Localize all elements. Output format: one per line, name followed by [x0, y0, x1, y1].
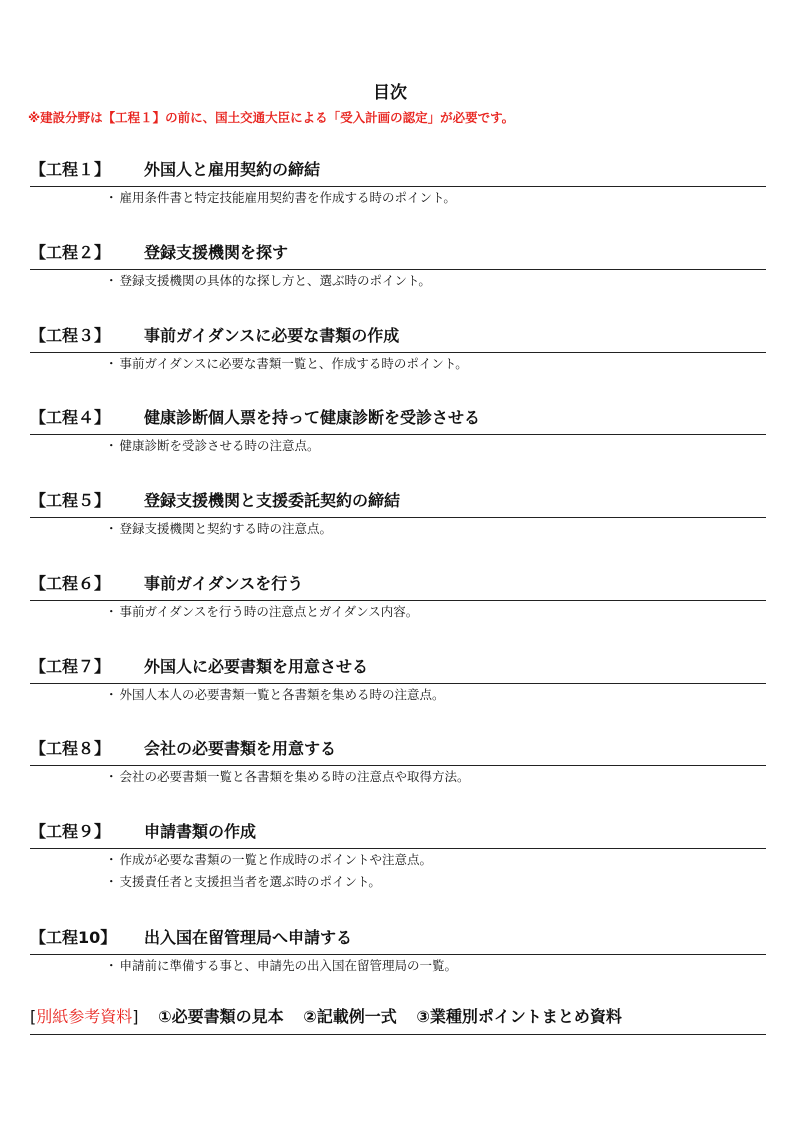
section-item-text: 登録支援機関の具体的な探し方と、選ぶ時のポイント。 — [119, 273, 431, 288]
bullet: ・ — [105, 604, 118, 619]
section-title: 申請書類の作成 — [144, 822, 257, 841]
section-heading — [30, 926, 766, 955]
section-item-text: 事前ガイダンスを行う時の注意点とガイダンス内容。 — [119, 604, 419, 619]
bullet: ・ — [105, 438, 118, 453]
open-bracket: [ — [30, 1007, 37, 1026]
section-item-text: 作成が必要な書類の一覧と作成時のポイントや注意点。 — [119, 852, 433, 867]
section-heading — [30, 158, 766, 187]
section-title: 事前ガイダンスを行う — [144, 574, 304, 593]
section-title: 健康診断個人票を持って健康診断を受診させる — [144, 408, 481, 427]
toc-section — [30, 489, 766, 540]
section-item — [30, 955, 766, 977]
page-title: 目次 — [373, 83, 407, 103]
section-heading — [30, 489, 766, 518]
bullet: ・ — [105, 874, 118, 889]
section-number: 【工程２】 — [30, 243, 111, 262]
toc-section — [30, 241, 766, 292]
bullet: ・ — [105, 190, 118, 205]
section-item — [30, 270, 766, 292]
section-heading — [30, 406, 766, 435]
section-heading — [30, 820, 766, 849]
section-item-text: 健康診断を受診させる時の注意点。 — [119, 438, 320, 453]
section-heading — [30, 655, 766, 684]
section-item — [30, 849, 766, 871]
section-item-text: 登録支援機関と契約する時の注意点。 — [119, 521, 333, 536]
section-item — [30, 353, 766, 375]
bullet: ・ — [105, 521, 118, 536]
section-number: 【工程９】 — [30, 822, 111, 841]
appendix-item: ③業種別ポイントまとめ資料 — [416, 1007, 622, 1026]
section-title: 外国人と雇用契約の締結 — [144, 160, 321, 179]
construction-notice: ※建設分野は【工程１】の前に、国土交通大臣による「受入計画の認定」が必要です。 — [28, 110, 515, 125]
bullet: ・ — [105, 687, 118, 702]
section-number: 【工程10】 — [30, 928, 117, 947]
section-heading — [30, 241, 766, 270]
section-heading — [30, 324, 766, 353]
appendix-item: ①必要書類の見本 — [158, 1007, 284, 1026]
section-item-text: 外国人本人の必要書類一覧と各書類を集める時の注意点。 — [119, 687, 445, 702]
toc-section — [30, 158, 766, 209]
section-number: 【工程８】 — [30, 739, 111, 758]
appendix-label: 別紙参考資料 — [36, 1007, 133, 1026]
appendix-item: ②記載例一式 — [303, 1007, 397, 1026]
section-number: 【工程５】 — [30, 491, 111, 510]
section-title: 会社の必要書類を用意する — [144, 739, 337, 758]
section-item — [30, 435, 766, 457]
section-item — [30, 518, 766, 540]
toc-section — [30, 406, 766, 457]
section-title: 出入国在留管理局へ申請する — [144, 928, 353, 947]
toc-section — [30, 572, 766, 623]
section-number: 【工程４】 — [30, 408, 111, 427]
bullet: ・ — [105, 769, 118, 784]
section-number: 【工程７】 — [30, 657, 111, 676]
section-item — [30, 187, 766, 209]
section-item — [30, 684, 766, 706]
section-title: 事前ガイダンスに必要な書類の作成 — [144, 326, 400, 345]
toc-section — [30, 926, 766, 977]
section-title: 登録支援機関を探す — [144, 243, 289, 262]
section-number: 【工程３】 — [30, 326, 111, 345]
section-item-text: 申請前に準備する事と、申請先の出入国在留管理局の一覧。 — [119, 958, 458, 973]
toc-section — [30, 820, 766, 893]
section-item-text: 支援責任者と支援担当者を選ぶ時のポイント。 — [119, 874, 381, 889]
section-item — [30, 871, 766, 893]
section-heading — [30, 572, 766, 601]
toc-section — [30, 324, 766, 375]
section-title: 登録支援機関と支援委託契約の締結 — [144, 491, 401, 510]
section-number: 【工程６】 — [30, 574, 111, 593]
section-item-text: 雇用条件書と特定技能雇用契約書を作成する時のポイント。 — [119, 190, 456, 205]
bullet: ・ — [105, 958, 118, 973]
section-number: 【工程１】 — [30, 160, 111, 179]
bullet: ・ — [105, 273, 118, 288]
toc-section — [30, 655, 766, 706]
section-item-text: 事前ガイダンスに必要な書類一覧と、作成する時のポイント。 — [119, 356, 468, 371]
bullet: ・ — [105, 852, 118, 867]
toc-section — [30, 737, 766, 788]
section-item — [30, 601, 766, 623]
bullet: ・ — [105, 356, 118, 371]
section-item — [30, 766, 766, 788]
section-title: 外国人に必要書類を用意させる — [144, 657, 369, 676]
appendix-references — [30, 1004, 766, 1035]
close-bracket: ] — [132, 1007, 139, 1026]
section-item-text: 会社の必要書類一覧と各書類を集める時の注意点や取得方法。 — [119, 769, 470, 784]
section-heading — [30, 737, 766, 766]
